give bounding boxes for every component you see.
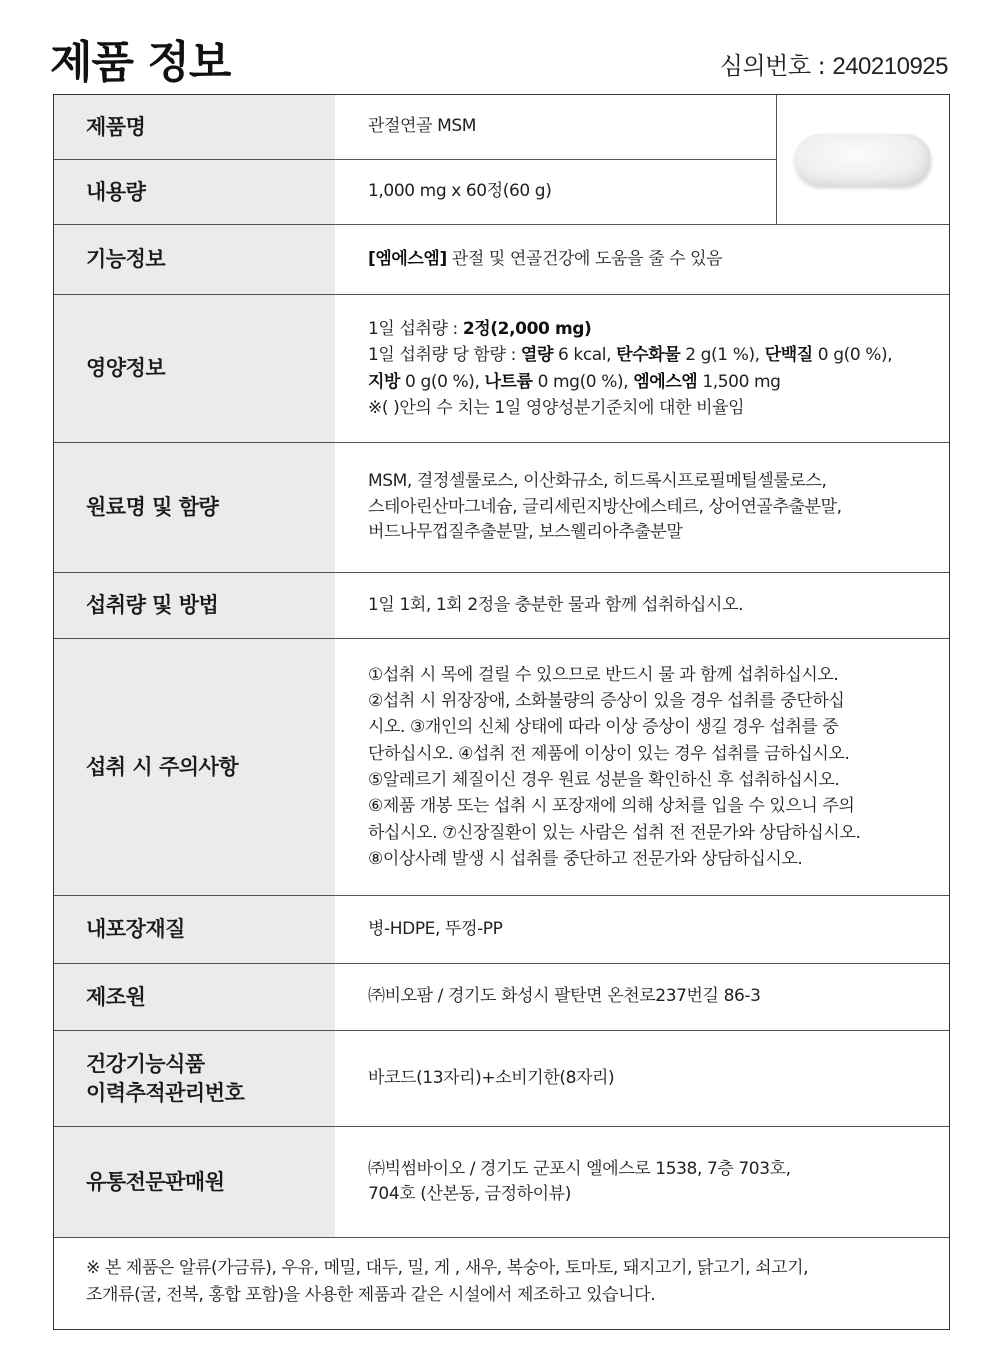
row-ingredients [54,443,949,573]
caution-line: ⑤알레르기 체질이신 경우 원료 성분을 확인하신 후 섭취하십시오. [368,770,840,790]
page-title: 제품 정보 [50,37,231,88]
value-nutrition [335,295,949,442]
nutrition-line-2 [368,342,929,368]
ingredients-line: MSM, 결정셀룰로스, 이산화규소, 히드록시프로필메틸셀룰로스, [368,471,827,492]
nutrition-serving [368,316,929,342]
caution-line: ⑥제품 개봉 또는 섭취 시 포장재에 의해 상처를 입을 수 있으니 주의 [368,796,855,817]
value-distributor [335,1127,949,1237]
review-number-label: 심의번호 : [719,52,833,80]
label-product-name: 제품명 [54,95,335,159]
distributor-line: ㈜빅썸바이오 / 경기도 군포시 엘에스로 1538, 7층 703호, [368,1158,791,1179]
value-content [335,160,776,224]
caution-line: 단하십시오. ④섭취 전 제품에 이상이 있는 경우 섭취를 금하십시오. [368,743,850,764]
nutrition-serving-value: 2정(2,000 mg) [462,318,592,339]
row-packaging [54,896,949,964]
value-product-name-text: 관절연골 MSM [368,116,477,137]
product-info-table [53,94,950,1330]
value-ingredients [335,443,949,572]
label-packaging: 내포장재질 [54,896,335,963]
row-distributor [54,1127,949,1238]
nutrient-protein: 단백질 [764,345,813,366]
ingredients-line: 버드나무껍질추출분말, 보스웰리아추출분말 [368,522,683,543]
value-tracking [335,1031,949,1126]
allergy-note [54,1238,949,1329]
nutrient-sodium: 나트륨 [484,371,533,392]
nutrient-calories-value: 6 kcal, [552,345,617,366]
allergy-note-line: ※ 본 제품은 알류(가금류), 우유, 메밀, 대두, 밀, 게 , 새우, 복숭아, 토마토, 돼지고기, 닭고기, 쇠고기, [86,1258,809,1278]
caution-line: 하십시오. ⑦신장질환이 있는 사람은 섭취 전 전문가와 상담하십시오. [368,822,861,843]
value-content-text: 1,000 mg x 60정(60 g) [368,181,552,202]
allergy-note-line: 조개류(굴, 전복, 홍합 포함)을 사용한 제품과 같은 시설에서 제조하고 있습니다. [86,1285,656,1306]
nutrient-fat-value: 0 g(0 %), [400,371,485,392]
value-tracking-text: 바코드(13자리)+소비기한(8자리) [368,1067,615,1088]
label-distributor: 유통전문판매원 [54,1127,335,1237]
nutrient-calories: 열량 [520,345,553,366]
review-number-value: 240210925 [832,53,948,80]
review-number [720,46,948,81]
value-caution [335,639,949,895]
caution-line: ⑧이상사례 발생 시 섭취를 중단하고 전문가와 상담하십시오. [368,849,803,870]
function-ingredient: [엠에스엠] [368,248,447,269]
label-tracking-line-1: 건강기능식품 [86,1052,205,1077]
label-dosage: 섭취량 및 방법 [54,573,335,638]
nutrient-carbs: 탄수화물 [616,345,681,366]
label-content: 내용량 [54,160,335,224]
row-dosage [54,573,949,639]
caution-line: 시오. ③개인의 신체 상태에 따라 이상 증상이 생길 경우 섭취를 중 [368,717,839,738]
label-tracking-line-2: 이력추적관리번호 [86,1080,245,1105]
nutrient-fat: 지방 [368,371,401,392]
nutrition-serving-label: 1일 섭취량 : [368,318,463,339]
value-dosage [335,573,949,638]
nutrition-per-serving-label: 1일 섭취량 당 함량 : [368,345,521,366]
label-caution: 섭취 시 주의사항 [54,639,335,895]
distributor-line: 704호 (산본동, 금정하이뷰) [368,1184,571,1204]
label-tracking [54,1031,335,1126]
nutrient-carbs-value: 2 g(1 %), [680,345,765,366]
label-nutrition: 영양정보 [54,295,335,442]
ingredients-line: 스테아린산마그네슘, 글리세린지방산에스테르, 상어연골추출분말, [368,496,842,517]
value-packaging-text: 병-HDPE, 뚜껑-PP [368,918,503,939]
value-product-name [335,95,776,159]
nutrient-msm: 엠에스엠 [633,371,698,392]
label-manufacturer: 제조원 [54,964,335,1030]
label-function: 기능정보 [54,225,335,294]
value-manufacturer [335,964,949,1030]
row-tracking [54,1031,949,1127]
row-manufacturer [54,964,949,1031]
nutrient-protein-value: 0 g(0 %), [812,345,893,366]
row-caution [54,639,949,896]
row-function [54,225,949,295]
nutrition-footnote: ※( )안의 수 치는 1일 영양성분기준치에 대한 비율임 [368,397,745,418]
label-ingredients: 원료명 및 함량 [54,443,335,572]
product-image-cell [776,95,949,225]
row-nutrition [54,295,949,443]
caution-line: ②섭취 시 위장장애, 소화불량의 증상이 있을 경우 섭취를 중단하십 [368,690,845,711]
value-function [335,225,949,294]
caution-line: ①섭취 시 목에 걸릴 수 있으므로 반드시 물 과 함께 섭취하십시오. [368,664,839,685]
nutrition-line-3 [368,369,929,395]
function-text: 관절 및 연골건강에 도움을 줄 수 있음 [446,248,723,269]
value-packaging [335,896,949,963]
pill-image [795,134,931,186]
value-dosage-text: 1일 1회, 1회 2정을 충분한 물과 함께 섭취하십시오. [368,594,744,615]
nutrient-sodium-value: 0 mg(0 %), [532,371,634,392]
value-manufacturer-text: ㈜비오팜 / 경기도 화성시 팔탄면 온천로237번길 86-3 [368,986,761,1007]
nutrient-msm-value: 1,500 mg [697,371,781,392]
